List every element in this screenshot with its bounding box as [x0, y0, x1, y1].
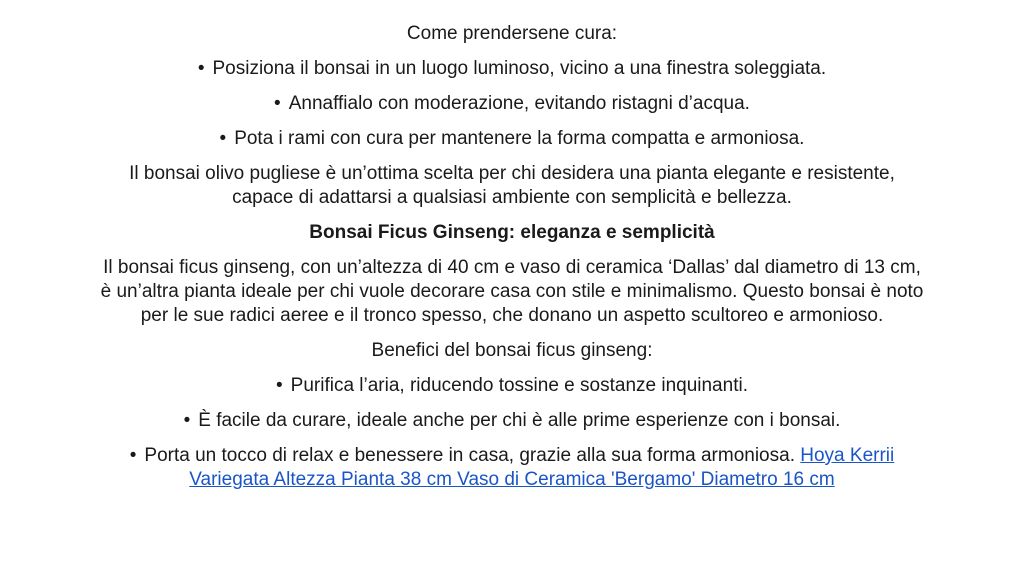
benefit-bullet-text: È facile da curare, ideale anche per chi è alle prime esperienze con i bonsai. — [198, 410, 841, 431]
care-bullet — [100, 57, 924, 81]
care-bullet-text: Pota i rami con cura per mantenere la forma compatta e armoniosa. — [234, 128, 805, 149]
benefit-bullet-text: Purifica l’aria, riducendo tossine e sostanze inquinanti. — [290, 375, 748, 396]
ficus-paragraph: Il bonsai ficus ginseng, con un’altezza di 40 cm e vaso di ceramica ‘Dallas’ dal diametro di 13 cm, è un’altra pianta ideale per chi vuole decorare casa con stile e minimalismo. Questo bonsai è noto per le sue radici aeree e il tronco spesso, che donano un aspetto scultoreo e armonioso. — [100, 257, 924, 326]
care-bullet — [100, 127, 924, 151]
care-bullet-text: Annaffialo con moderazione, evitando ristagni d’acqua. — [288, 93, 750, 114]
relax-bullet — [88, 444, 936, 492]
benefit-bullet — [100, 374, 924, 398]
care-bullet-text: Posiziona il bonsai in un luogo luminoso, vicino a una finestra soleggiata. — [212, 58, 827, 79]
bullet-marker: • — [219, 128, 227, 149]
olive-paragraph: Il bonsai olivo pugliese è un’ottima scelta per chi desidera una pianta elegante e resistente, capace di adattarsi a qualsiasi ambiente con semplicità e bellezza. — [129, 163, 895, 208]
bullet-marker: • — [276, 375, 283, 396]
bullet-marker: • — [197, 58, 205, 79]
bullet-marker: • — [183, 410, 191, 431]
relax-bullet-text: Porta un tocco di relax e benessere in casa, grazie alla sua forma armoniosa. — [144, 445, 795, 466]
benefit-bullet — [100, 409, 924, 433]
care-intro: Come prendersene cura: — [406, 23, 618, 44]
benefits-intro: Benefici del bonsai ficus ginseng: — [371, 340, 653, 361]
ficus-heading: Bonsai Ficus Ginseng: eleganza e semplicità — [309, 222, 715, 243]
bullet-marker: • — [129, 445, 137, 466]
care-bullet — [100, 92, 924, 116]
bullet-marker: • — [274, 93, 281, 114]
hoya-kerrii-link[interactable]: Hoya Kerrii Variegata Altezza Pianta 38 cm Vaso di Ceramica 'Bergamo' Diametro 16 cm — [189, 445, 895, 490]
